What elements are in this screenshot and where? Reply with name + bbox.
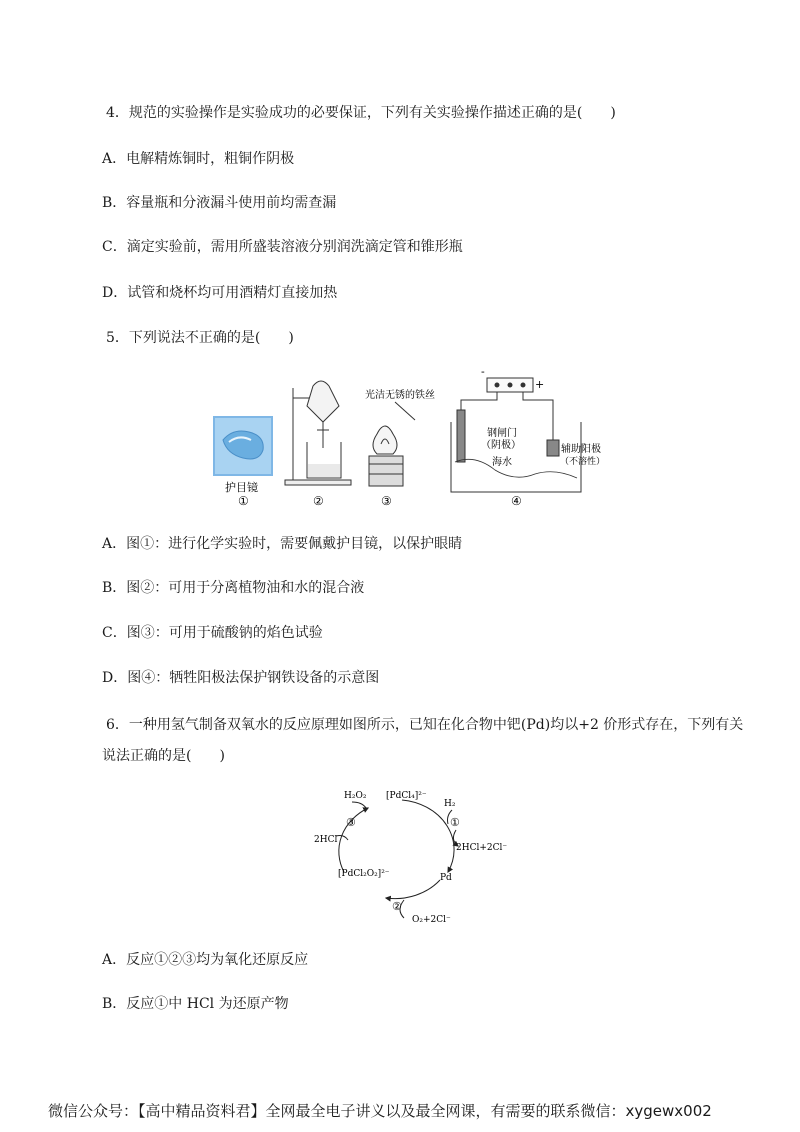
aux-anode-sub-label: （不溶性） <box>560 457 605 467</box>
q4-option-c: C．滴定实验前，需用所盛装溶液分别润洗滴定管和锥形瓶 <box>102 239 463 255</box>
seawater-label: 海水 <box>492 457 512 468</box>
q4-stem: 4．规范的实验操作是实验成功的必要保证，下列有关实验操作描述正确的是( ) <box>106 105 616 121</box>
q5-option-d: D．图④：牺牲阳极法保护钢铁设备的示意图 <box>102 670 380 686</box>
pd-label: Pd <box>440 873 452 883</box>
q4-option-b: B．容量瓶和分液漏斗使用前均需查漏 <box>102 195 337 211</box>
o2-cl-label: O₂+2Cl⁻ <box>412 915 451 925</box>
q5-stem: 5．下列说法不正确的是( ) <box>106 330 294 346</box>
fig4-number: ④ <box>511 494 522 508</box>
pdcl4-label: [PdCl₄]²⁻ <box>386 791 427 801</box>
q6-option-a: A．反应①②③均为氧化还原反应 <box>102 952 309 968</box>
h2-label: H₂ <box>444 799 456 809</box>
q5-figure <box>205 370 605 512</box>
q5-option-b: B．图②：可用于分离植物油和水的混合液 <box>102 580 365 596</box>
wire-label: 光洁无锈的铁丝 <box>365 390 435 401</box>
q6-stem-line2: 说法正确的是( ) <box>102 748 225 764</box>
fig3-number: ③ <box>381 494 392 508</box>
goggles-image <box>213 416 273 476</box>
fig1-caption: 护目镜 <box>225 481 258 494</box>
footer-text: 微信公众号：【高中精品资料君】全网最全电子讲义以及最全网课，有需要的联系微信：xygewx002 <box>48 1102 712 1120</box>
step2-label: ② <box>392 900 402 913</box>
aux-anode-label: 辅助阳极 <box>561 444 601 455</box>
separatory-funnel-apparatus <box>285 381 351 485</box>
q5-option-c: C．图③：可用于硫酸钠的焰色试验 <box>102 625 323 641</box>
step1-label: ① <box>450 816 460 829</box>
fig1-number: ① <box>238 494 249 508</box>
q4-option-d: D．试管和烧杯均可用酒精灯直接加热 <box>102 285 338 301</box>
flame-test-apparatus <box>369 402 415 486</box>
q4-option-a: A．电解精炼铜时，粗铜作阴极 <box>102 151 295 167</box>
q5-option-a: A．图①：进行化学实验时，需要佩戴护目镜，以保护眼睛 <box>102 536 463 552</box>
plus-sign: + <box>535 378 545 391</box>
pdcl2o2-label: [PdCl₂O₂]²⁻ <box>338 869 390 879</box>
gate-sub-label: （阴极） <box>481 440 521 451</box>
h2o2-label: H₂O₂ <box>344 791 367 801</box>
q6-stem-line1: 6．一种用氢气制备双氧水的反应原理如图所示，已知在化合物中钯(Pd)均以+2 价形式存在，下列有关 <box>106 717 744 733</box>
q6-option-b: B．反应①中 HCl 为还原产物 <box>102 996 289 1012</box>
hcl-cl-label: 2HCl+2Cl⁻ <box>456 843 508 853</box>
fig2-number: ② <box>313 494 324 508</box>
gate-label: 钢闸门 <box>487 428 517 439</box>
q6-cycle-diagram <box>300 788 540 928</box>
step3-label: ③ <box>346 816 356 829</box>
hcl-label: 2HCl <box>314 835 338 845</box>
minus-sign: - <box>481 370 485 378</box>
